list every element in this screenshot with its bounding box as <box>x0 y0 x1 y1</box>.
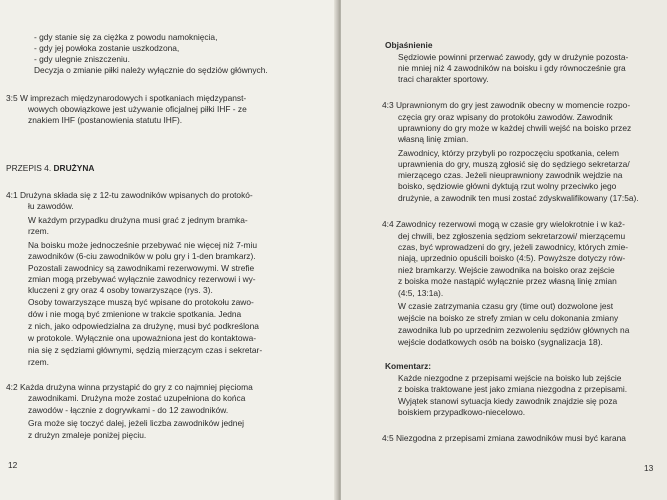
text-line: własną linię zmian. <box>398 134 469 144</box>
text-line: (4:5, 13:1a). <box>398 288 444 298</box>
text-line: 4:4 Zawodnicy rezerwowi mogą w czasie gry wielokrotnie i w każ- <box>382 219 625 229</box>
text-line: nia się z sędziami głównymi, sędzią mierzącym czas i sekretar- <box>28 345 263 355</box>
text-line: uprawnienia do gry, muszą zgłosić się do sędziego sekretarza/ <box>398 159 630 169</box>
text-line: Gra może się toczyć dalej, jeżeli liczba zawodników jednej <box>28 418 244 428</box>
text-line: Sędziowie powinni przerwać zawody, gdy w drużynie pozosta- <box>398 52 629 62</box>
text-line: rzem. <box>28 357 49 367</box>
text-line: W każdym przypadku drużyna musi grać z jednym bramka- <box>28 215 248 225</box>
text-line: 4:3 Uprawnionym do gry jest zawodnik obecny w momencie rozpo- <box>382 100 631 110</box>
text-line: z boiska może nastąpić wyłącznie przez własną linię zmian <box>398 276 617 286</box>
text-line: Na boisku może jednocześnie przebywać nie więcej niż 7-miu <box>28 240 258 250</box>
text-line: łu zawodów. <box>28 201 74 211</box>
text-line: uprawniony do gry może w każdej chwili wejść na boisko przez <box>398 123 632 133</box>
text-line: Wyjątek stanowi sytuacja kiedy zawodnik znajdzie się poza <box>398 396 618 406</box>
section-heading <box>6 163 94 173</box>
text-line: w protokole. Wyłącznie ona upoważniona jest do kontaktowa- <box>28 333 257 343</box>
text-line: 4:1 Drużyna składa się z 12-tu zawodników wpisanych do protokó- <box>6 190 253 200</box>
page-number: 12 <box>8 460 18 470</box>
text-line: czas, być wprowadzeni do gry, jeżeli zawodnicy, których zmie- <box>398 242 629 252</box>
text-line: - gdy ulegnie zniszczeniu. <box>34 54 130 64</box>
text-line: nież bramkarzy. Wejście zawodnika na boisko oraz zejście <box>398 265 615 275</box>
text-line: znakiem IHF (postanowienia statutu IHF). <box>28 115 183 125</box>
text-line: kluczeni z gry oraz 4 osoby towarzyszące (rys. 3). <box>28 285 213 295</box>
text-line: częcia gry oraz wpisany do protokółu zawodów. Zawodnik <box>398 112 613 122</box>
text-line: Pozostali zawodnicy są zawodnikami rezerwowymi. W strefie <box>28 263 255 273</box>
text-line: wejście dodatkowych osób na boisko (sygnalizacja 18). <box>398 337 603 347</box>
text-line: zawodów - łącznie z dogrywkami - do 12 zawodników. <box>28 405 229 415</box>
section-title: DRUŻYNA <box>53 163 95 173</box>
text-line: niają, uprzednio opuścili boisko (4:5). Powyższe dotyczy rów- <box>398 253 626 263</box>
text-line: traci charakter sportowy. <box>398 74 489 84</box>
text-line: - gdy stanie się za ciężka z powodu namoknięcia, <box>34 32 218 42</box>
text-line: 4:2 Każda drużyna winna przystąpić do gry z co najmniej pięcioma <box>6 382 253 392</box>
text-line: - gdy jej powłoka zostanie uszkodzona, <box>34 43 180 53</box>
text-line: nie mniej niż 4 zawodników na boisku i gdy równocześnie gra <box>398 63 626 73</box>
subheading: Komentarz: <box>385 361 432 371</box>
text-line: W czasie zatrzymania czasu gry (time out) dozwolone jest <box>398 301 614 311</box>
text-line: 4:5 Niezgodna z przepisami zmiana zawodników musi być karana <box>382 433 626 443</box>
text-line: dów i nie mogą być zmienione w trakcie spotkania. Jedna <box>28 309 242 319</box>
text-line: Decyzja o zmianie piłki należy wyłącznie do sędziów głównych. <box>34 65 268 75</box>
text-line: wowych obowiązkowe jest używanie oficjalnej piłki IHF - ze <box>28 104 247 114</box>
text-line: zawodnikami. Drużyna może zostać uzupełniona do końca <box>28 393 246 403</box>
section-number: PRZEPIS 4. <box>6 163 54 173</box>
text-line: z nich, jako odpowiedzialna za drużynę, musi być podkreślona <box>28 321 259 331</box>
text-line: drużynie, a zawodnik ten musi zostać zdyskwalifikowany (17:5a). <box>398 193 639 203</box>
page-number: 13 <box>644 463 654 473</box>
text-line: zawodników (6-ciu zawodników w polu gry i 1-den bramkarz). <box>28 251 256 261</box>
text-line: 3:5 W imprezach międzynarodowych i spotkaniach międzypanst- <box>6 93 247 103</box>
text-line: z boiska traktowane jest jako zmiana niezgodna z przepisami. <box>398 384 628 394</box>
text-line: dej chwili, bez zgłoszenia sędziom sekretarzowi/ mierzącemu <box>398 231 626 241</box>
text-line: zawodnika lub po uprzednim zezwoleniu sędziów głównych na <box>398 325 630 335</box>
right-page <box>341 0 667 500</box>
text-line: z drużyn zmaleje poniżej pięciu. <box>28 430 147 440</box>
text-line: Każde niezgodne z przepisami wejście na boisko lub zejście <box>398 373 622 383</box>
text-line: Osoby towarzyszące muszą być wpisane do protokołu zawo- <box>28 297 254 307</box>
text-line: zmian mogą przebywać wyłącznie zawodnicy rezerwowi i wy- <box>28 274 256 284</box>
text-line: boiskiem przypadkowo-niecelowo. <box>398 407 526 417</box>
text-line: mierzącego czas. Jeżeli nieuprawniony zawodnik wejdzie na <box>398 170 623 180</box>
text-line: wejście na boisko ze strefy zmian w celu dokonania zmiany <box>398 313 619 323</box>
text-line: rzem. <box>28 226 49 236</box>
subheading: Objaśnienie <box>385 40 433 50</box>
text-line: Zawodnicy, którzy przybyli po rozpoczęciu spotkania, celem <box>398 148 619 158</box>
text-line: boisko, sędziowie główni dyktują rzut wolny przeciwko jego <box>398 181 617 191</box>
